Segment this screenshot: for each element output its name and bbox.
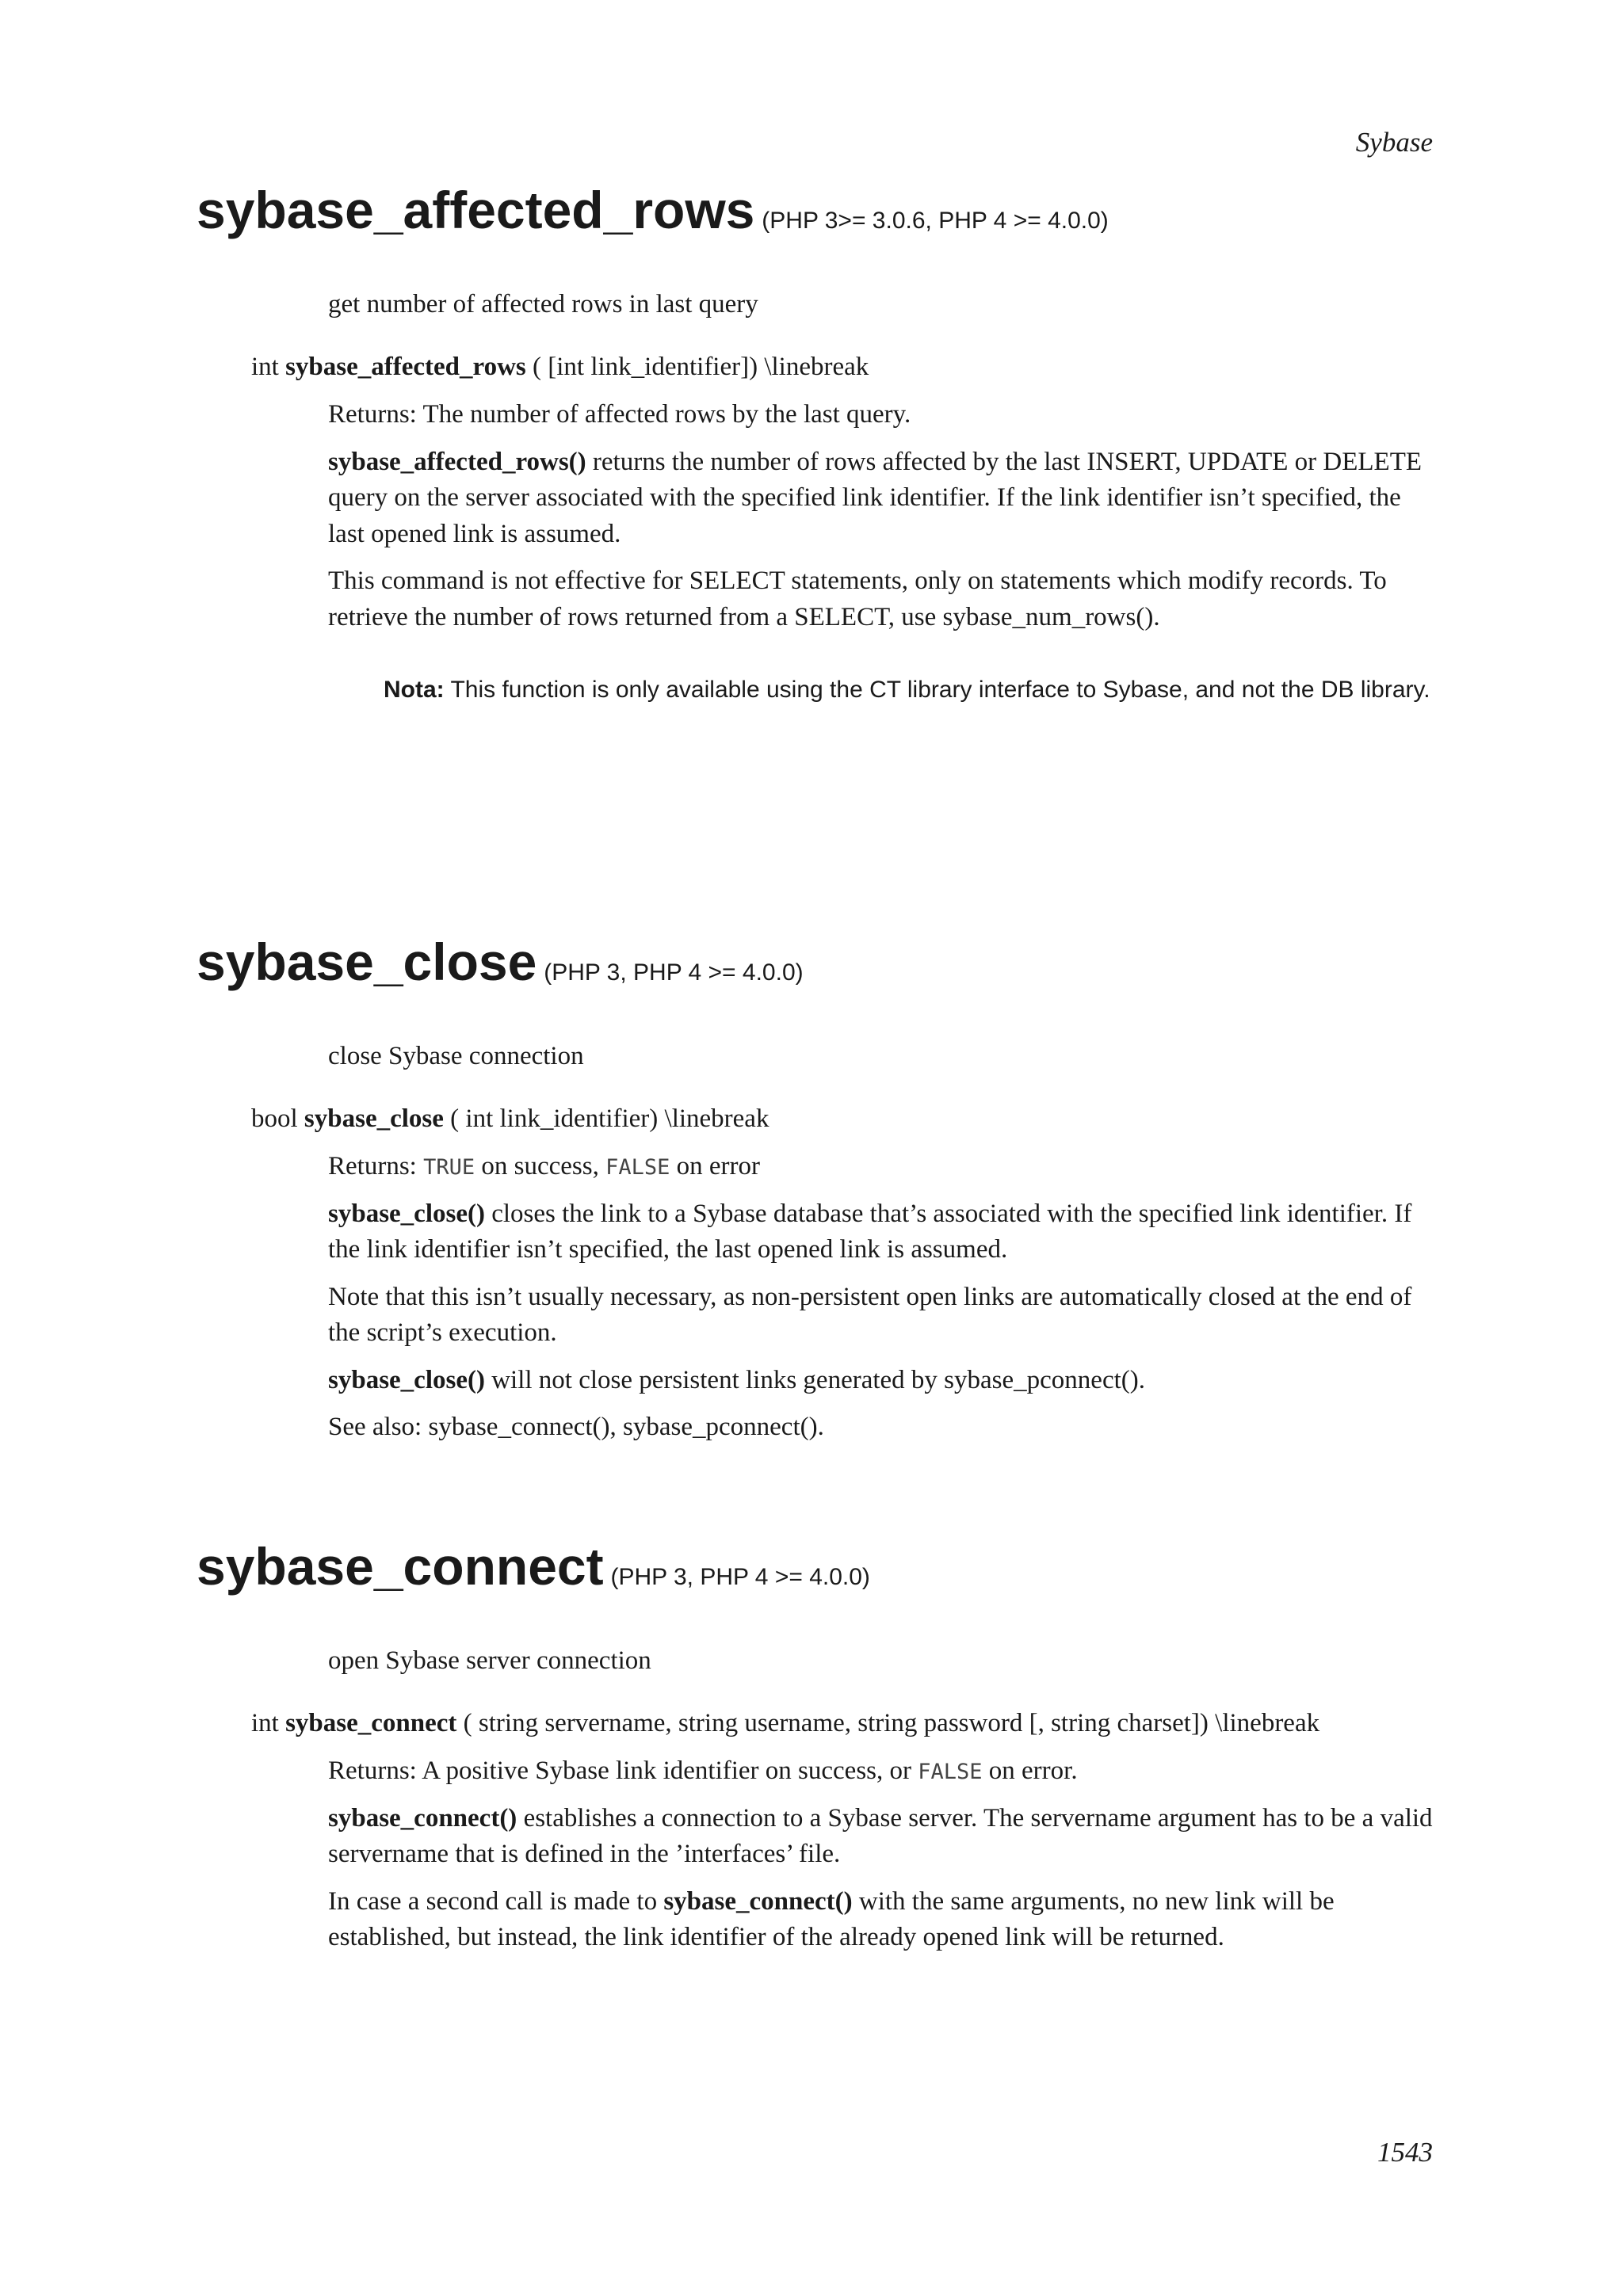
description-function-name: sybase_affected_rows() xyxy=(328,447,586,476)
return-type: bool xyxy=(251,1104,298,1133)
function-name: sybase_connect xyxy=(197,1537,604,1596)
version-info: (PHP 3, PHP 4 >= 4.0.0) xyxy=(610,1564,870,1590)
persistent-links-note xyxy=(328,1363,1433,1399)
version-info: (PHP 3, PHP 4 >= 4.0.0) xyxy=(544,959,804,986)
returns-text xyxy=(328,1753,1433,1790)
description xyxy=(328,1801,1433,1873)
description-function-name: sybase_connect() xyxy=(328,1803,517,1833)
synopsis-function-name: sybase_connect xyxy=(285,1708,457,1737)
paragraph-text: with the same arguments, no new link will be established, but instead, the link identifier of the already opened link will be returned. xyxy=(328,1886,1335,1952)
return-type: int xyxy=(251,352,279,381)
function-synopsis xyxy=(251,1706,1433,1741)
see-also: See also: sybase_connect(), sybase_pconnect(). xyxy=(328,1413,824,1442)
description-text: returns the number of rows affected by the last INSERT, UPDATE or DELETE query on the server associated with the specified link identifier. If the link identifier isn’t specified, the last opened link is assumed. xyxy=(328,447,1423,548)
true-constant: TRUE xyxy=(423,1155,475,1180)
entry-title xyxy=(197,181,1433,239)
description xyxy=(328,444,1433,553)
returns-text: Returns: The number of affected rows by the last query. xyxy=(328,400,911,429)
purpose: close Sybase connection xyxy=(328,1042,584,1070)
returns-prefix: Returns: A positive Sybase link identifier on success, or xyxy=(328,1756,911,1786)
synopsis-args: ( int link_identifier) \linebreak xyxy=(450,1104,769,1133)
synopsis-args: ( string servername, string username, string password [, string charset]) \linebreak xyxy=(463,1708,1320,1737)
version-info: (PHP 3>= 3.0.6, PHP 4 >= 4.0.0) xyxy=(762,208,1109,234)
description-text: closes the link to a Sybase database that’s associated with the specified link identifier. If the link identifier isn’t specified, the last opened link is assumed. xyxy=(328,1199,1412,1264)
paragraph-function-name: sybase_close() xyxy=(328,1365,485,1394)
entry-title xyxy=(197,1537,1433,1596)
page-number: 1543 xyxy=(1377,2137,1433,2168)
description-function-name: sybase_close() xyxy=(328,1199,485,1228)
paragraph: This command is not effective for SELECT statements, only on statements which modify records. To retrieve the number of rows returned from a SELECT, use sybase_num_rows(). xyxy=(328,566,1387,631)
running-header: Sybase xyxy=(1355,127,1433,158)
entry-title xyxy=(197,933,1433,991)
description-text: establishes a connection to a Sybase server. The servername argument has to be a valid servername that is defined in the ’interfaces’ file. xyxy=(328,1803,1433,1869)
paragraph: Note that this isn’t usually necessary, as non-persistent open links are automatically closed at the end of the script’s execution. xyxy=(328,1282,1412,1348)
function-synopsis xyxy=(251,1101,1433,1137)
purpose: get number of affected rows in last query xyxy=(328,290,758,318)
function-name: sybase_affected_rows xyxy=(197,181,755,239)
paragraph-prefix: In case a second call is made to xyxy=(328,1886,658,1916)
synopsis-function-name: sybase_affected_rows xyxy=(285,352,526,381)
paragraph-text: will not close persistent links generated by sybase_pconnect(). xyxy=(491,1365,1145,1394)
paragraph-function-name: sybase_connect() xyxy=(663,1886,853,1916)
purpose: open Sybase server connection xyxy=(328,1646,651,1675)
entry-sybase-connect xyxy=(197,1537,1433,1956)
false-constant: FALSE xyxy=(918,1760,983,1785)
returns-suffix: on error. xyxy=(988,1756,1078,1786)
synopsis-args: ( [int link_identifier]) \linebreak xyxy=(533,352,869,381)
note-text: This function is only available using the CT library interface to Sybase, and not the DB library. xyxy=(450,677,1430,704)
entry-sybase-affected-rows xyxy=(197,181,1433,707)
return-type: int xyxy=(251,1708,279,1737)
function-synopsis xyxy=(251,349,1433,385)
note xyxy=(384,673,1433,706)
returns-text xyxy=(328,1149,1433,1185)
returns-suffix: on error xyxy=(676,1152,760,1181)
note-label: Nota: xyxy=(384,677,445,704)
returns-mid: on success, xyxy=(481,1152,599,1181)
description xyxy=(328,1196,1433,1268)
paragraph xyxy=(328,1884,1433,1956)
false-constant: FALSE xyxy=(605,1155,670,1180)
synopsis-function-name: sybase_close xyxy=(304,1104,444,1133)
entry-sybase-close xyxy=(197,933,1433,1446)
returns-prefix: Returns: xyxy=(328,1152,417,1181)
function-name: sybase_close xyxy=(197,933,537,991)
